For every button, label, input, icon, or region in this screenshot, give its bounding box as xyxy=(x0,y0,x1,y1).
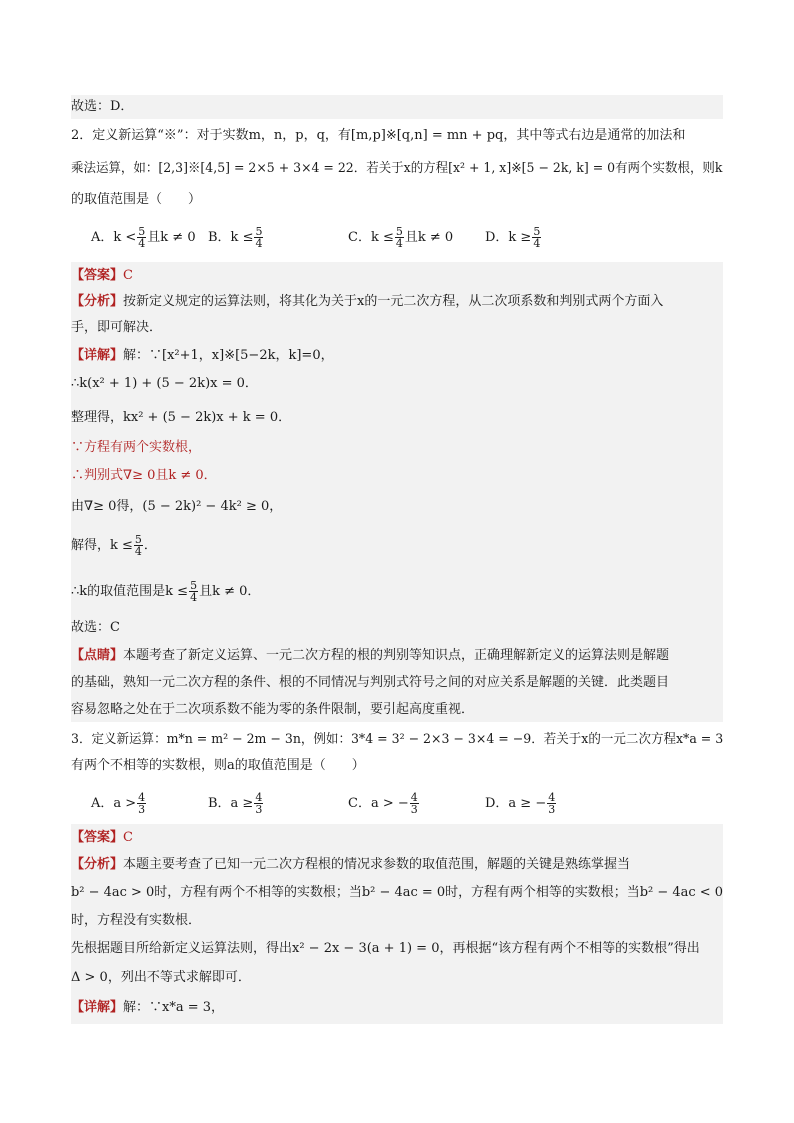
q3-option-d: D．a ≥ − $\frac{4}{3}$ xyxy=(485,791,556,816)
q2-detail-line4: ∵方程有两个实数根， xyxy=(71,440,202,455)
detail-tag: 【详解】 xyxy=(71,1000,124,1015)
q3-stem-line1: 3．定义新运算：m*n = m² − 2m − 3n，例如：3*4 = 3² − 2×3 − 3×4 = −9．若关于x的一元二次方程x*a = 3 xyxy=(71,732,724,747)
q2-detail-line3: 整理得，kx² + (5 − 2k)x + k = 0． xyxy=(71,410,292,425)
q3-option-a: A．a > $\frac{4}{3}$ xyxy=(91,791,146,816)
q3-stem-line2: 有两个不相等的实数根，则a的取值范围是（ ） xyxy=(71,758,365,773)
q2-detail-line7: 解得，k ≤ $\frac{5}{4}$ ． xyxy=(71,533,157,558)
q2-comment-line1: 【点睛】本题考查了新定义运算、一元二次方程的根的判别等知识点，正确理解新定义的运算法则是解题 xyxy=(71,648,670,663)
q3-analysis-line2: b² − 4ac > 0时，方程有两个不相等的实数根；当b² − 4ac = 0时，方程有两个相等的实数根；当b² − 4ac < 0 xyxy=(71,885,723,900)
q3-analysis-line3: 时，方程没有实数根． xyxy=(71,913,202,928)
q2-analysis-line1: 【分析】按新定义规定的运算法则，将其化为关于x的一元二次方程，从二次项系数和判别式两个方面入 xyxy=(71,294,664,309)
answer-value: C xyxy=(123,830,133,845)
q2-detail-line8: ∴k的取值范围是k ≤ $\frac{5}{4}$ 且k ≠ 0． xyxy=(71,579,261,604)
q3-option-b: B．a ≥ $\frac{4}{3}$ xyxy=(208,791,263,816)
answer-tag: 【答案】 xyxy=(71,268,124,283)
q2-stem-line2: 乘法运算，如：[2,3]※[4,5] = 2×5 + 3×4 = 22．若关于x的方程[x² + 1, x]※[5 − 2k, k] = 0有两个实数根，则k xyxy=(71,161,723,176)
q1-conclusion: 故选：D． xyxy=(71,99,134,114)
q2-detail-line5: ∴判别式∇≥ 0且k ≠ 0． xyxy=(71,468,217,483)
q2-detail-conclusion: 故选：C xyxy=(71,620,120,635)
q3-detail-line1: 【详解】解：∵x*a = 3， xyxy=(71,1000,225,1015)
q2-comment-line3: 容易忽略之处在于二次项系数不能为零的条件限制，要引起高度重视． xyxy=(71,702,475,717)
q3-option-c: C．a > − $\frac{4}{3}$ xyxy=(348,791,418,816)
q2-detail-line1: 【详解】解：∵[x²+1，x]※[5−2k，k]=0， xyxy=(71,348,334,363)
answer-tag: 【答案】 xyxy=(71,830,124,845)
q2-option-d: D．k ≥ $\frac{5}{4}$ xyxy=(485,225,541,250)
answer-band-q1 xyxy=(71,95,723,119)
q3-answer xyxy=(71,828,133,848)
q2-option-a: A．k < $\frac{5}{4}$ 且k ≠ 0 xyxy=(91,225,196,250)
analysis-tag: 【分析】 xyxy=(71,294,124,309)
q2-stem-line3: 的取值范围是（ ） xyxy=(71,192,202,207)
answer-value: C xyxy=(123,268,133,283)
q2-detail-line2: ∴k(x² + 1) + (5 − 2k)x = 0． xyxy=(71,376,258,391)
q3-analysis-line5: Δ > 0，列出不等式求解即可． xyxy=(71,970,251,985)
q3-analysis-line4: 先根据题目所给新定义运算法则，得出x² − 2x − 3(a + 1) = 0，再根据“该方程有两个不相等的实数根”得出 xyxy=(71,941,700,956)
analysis-tag: 【分析】 xyxy=(71,857,124,872)
q2-detail-line6: 由∇≥ 0得，(5 − 2k)² − 4k² ≥ 0， xyxy=(71,499,283,514)
comment-tag: 【点睛】 xyxy=(71,648,124,663)
q2-option-c: C．k ≤ $\frac{5}{4}$ 且k ≠ 0 xyxy=(348,225,454,250)
detail-tag: 【详解】 xyxy=(71,348,124,363)
q2-analysis-line2: 手，即可解决． xyxy=(71,320,163,335)
q2-comment-line2: 的基础，熟知一元二次方程的条件、根的不同情况与判别式符号之间的对应关系是解题的关键．此类题目 xyxy=(71,675,670,690)
q3-analysis-line1: 【分析】本题主要考查了已知一元二次方程根的情况求参数的取值范围，解题的关键是熟练掌握当 xyxy=(71,857,631,872)
q2-answer xyxy=(71,266,133,286)
q2-stem-line1: 2．定义新运算“※”：对于实数m，n，p，q，有[m,p]※[q,n] = mn + pq，其中等式右边是通常的加法和 xyxy=(71,128,686,143)
q2-option-b: B．k ≤ $\frac{5}{4}$ xyxy=(208,225,263,250)
